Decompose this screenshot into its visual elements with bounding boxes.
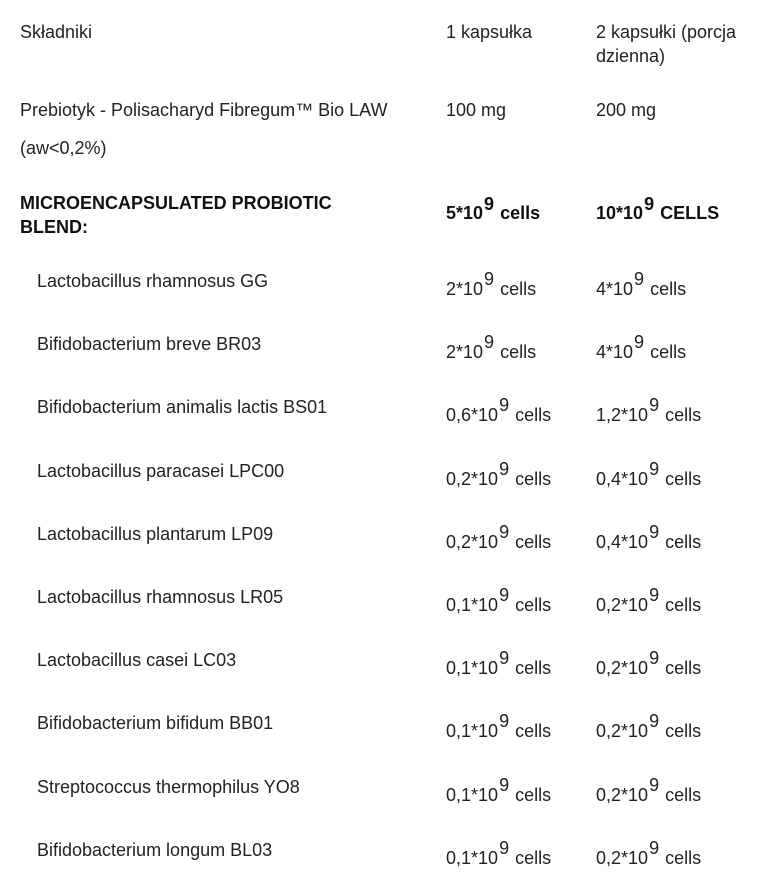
- strain-dose-2-exponent: 9: [649, 711, 660, 731]
- strain-dose-1: [446, 838, 586, 870]
- strain-dose-1-mantissa: 2*10: [446, 342, 484, 362]
- strain-dose-2-exponent: 9: [649, 585, 660, 605]
- strain-dose-1: [446, 585, 586, 617]
- strain-dose-2-unit: cells: [665, 595, 702, 615]
- strain-dose-2-exponent: 9: [649, 522, 660, 542]
- strain-dose-2-exponent: 9: [649, 459, 660, 479]
- strain-dose-2: [596, 775, 756, 807]
- strain-dose-1-mantissa: 0,1*10: [446, 848, 499, 868]
- blend-dose-1-mantissa: 5*10: [446, 203, 484, 223]
- strain-dose-2: [596, 269, 756, 301]
- strain-dose-1-unit: cells: [515, 595, 552, 615]
- strain-dose-1-unit: cells: [515, 658, 552, 678]
- strain-dose-2-mantissa: 0,2*10: [596, 785, 649, 805]
- strain-dose-1: [446, 711, 586, 743]
- strain-dose-1-unit: cells: [515, 532, 552, 552]
- strain-name: Bifidobacterium breve BR03: [37, 334, 262, 354]
- strain-dose-1-mantissa: 0,2*10: [446, 532, 499, 552]
- strain-dose-2-unit: cells: [665, 405, 702, 425]
- strain-dose-1: [446, 775, 586, 807]
- strain-dose-1-mantissa: 2*10: [446, 279, 484, 299]
- strain-dose-2-exponent: 9: [634, 269, 645, 289]
- strain-name: Bifidobacterium bifidum BB01: [37, 713, 274, 733]
- strain-dose-2-mantissa: 4*10: [596, 342, 634, 362]
- strain-dose-2: [596, 648, 756, 680]
- strain-dose-1-unit: cells: [515, 405, 552, 425]
- prebiotic-name-line1: Prebiotyk - Polisacharyd Fibregum™ Bio LAW: [20, 100, 388, 120]
- strain-dose-2-unit: cells: [650, 279, 687, 299]
- blend-dose-2-unit: CELLS: [660, 203, 720, 223]
- strain-dose-1-mantissa: 0,1*10: [446, 658, 499, 678]
- strain-dose-1-unit: cells: [515, 785, 552, 805]
- strain-name: Lactobacillus plantarum LP09: [37, 524, 274, 544]
- strain-dose-2-exponent: 9: [649, 838, 660, 858]
- strain-dose-1-exponent: 9: [484, 269, 495, 289]
- strain-dose-2-mantissa: 0,2*10: [596, 721, 649, 741]
- strain-dose-2-exponent: 9: [634, 332, 645, 352]
- strain-name: Lactobacillus paracasei LPC00: [37, 461, 285, 481]
- blend-name: MICROENCAPSULATED PROBIOTIC BLEND:: [20, 193, 332, 237]
- blend-dose-1-exponent: 9: [484, 194, 495, 214]
- strain-dose-1-exponent: 9: [499, 395, 510, 415]
- strain-dose-1: [446, 332, 586, 364]
- prebiotic-name: [20, 98, 440, 160]
- strain-dose-2: [596, 711, 756, 743]
- strain-dose-2-mantissa: 4*10: [596, 279, 634, 299]
- blend-dose-1: [446, 194, 586, 225]
- strain-dose-2-unit: cells: [665, 848, 702, 868]
- prebiotic-name-line2: (aw<0,2%): [20, 138, 107, 158]
- strain-dose-2: [596, 585, 756, 617]
- strain-dose-1-mantissa: 0,2*10: [446, 469, 499, 489]
- strain-dose-2-exponent: 9: [649, 395, 660, 415]
- strain-dose-1-exponent: 9: [499, 838, 510, 858]
- strain-dose-2-unit: cells: [665, 785, 702, 805]
- strain-dose-2-unit: cells: [665, 721, 702, 741]
- strain-dose-2: [596, 522, 756, 554]
- strain-dose-1-exponent: 9: [484, 332, 495, 352]
- strain-dose-1-exponent: 9: [499, 648, 510, 668]
- strain-dose-1-mantissa: 0,6*10: [446, 405, 499, 425]
- strain-dose-1-exponent: 9: [499, 522, 510, 542]
- strain-dose-2-mantissa: 1,2*10: [596, 405, 649, 425]
- strain-dose-1-unit: cells: [515, 848, 552, 868]
- strain-dose-2-mantissa: 0,2*10: [596, 595, 649, 615]
- strain-dose-2-exponent: 9: [649, 648, 660, 668]
- strain-dose-2: [596, 838, 756, 870]
- strain-dose-2-mantissa: 0,4*10: [596, 532, 649, 552]
- strain-dose-1-mantissa: 0,1*10: [446, 785, 499, 805]
- blend-dose-2-mantissa: 10*10: [596, 203, 644, 223]
- strain-dose-2: [596, 459, 756, 491]
- strain-dose-1-exponent: 9: [499, 585, 510, 605]
- strain-name: Lactobacillus rhamnosus GG: [37, 271, 269, 291]
- strain-dose-2-unit: cells: [650, 342, 687, 362]
- strain-dose-1-mantissa: 0,1*10: [446, 595, 499, 615]
- strain-dose-2-unit: cells: [665, 469, 702, 489]
- strain-dose-1-unit: cells: [515, 469, 552, 489]
- blend-dose-2-exponent: 9: [644, 194, 655, 214]
- strain-name: Bifidobacterium longum BL03: [37, 840, 273, 860]
- strain-dose-1: [446, 395, 586, 427]
- strain-dose-2-mantissa: 0,2*10: [596, 658, 649, 678]
- strain-dose-2-mantissa: 0,2*10: [596, 848, 649, 868]
- strain-dose-1-unit: cells: [500, 342, 537, 362]
- strain-dose-1-exponent: 9: [499, 459, 510, 479]
- strain-dose-1-mantissa: 0,1*10: [446, 721, 499, 741]
- prebiotic-dose-2: 200 mg: [596, 100, 657, 120]
- strain-name: Bifidobacterium animalis lactis BS01: [37, 397, 328, 417]
- strain-dose-1-exponent: 9: [499, 711, 510, 731]
- strain-dose-1: [446, 459, 586, 491]
- blend-dose-2: [596, 194, 756, 225]
- strain-dose-1-unit: cells: [515, 721, 552, 741]
- strain-dose-2: [596, 395, 756, 427]
- strain-dose-2-unit: cells: [665, 658, 702, 678]
- strain-name: Streptococcus thermophilus YO8: [37, 777, 300, 797]
- prebiotic-dose-1: 100 mg: [446, 100, 507, 120]
- header-two-capsules: 2 kapsułki (porcja dzienna): [596, 22, 737, 66]
- strain-dose-2-unit: cells: [665, 532, 702, 552]
- strain-dose-2-exponent: 9: [649, 775, 660, 795]
- strain-dose-2-mantissa: 0,4*10: [596, 469, 649, 489]
- strain-dose-2: [596, 332, 756, 364]
- strain-name: Lactobacillus rhamnosus LR05: [37, 587, 284, 607]
- header-ingredients: Składniki: [20, 22, 93, 42]
- strain-dose-1-unit: cells: [500, 279, 537, 299]
- strain-dose-1: [446, 648, 586, 680]
- strain-dose-1-exponent: 9: [499, 775, 510, 795]
- header-one-capsule: 1 kapsułka: [446, 22, 533, 42]
- strain-dose-1: [446, 269, 586, 301]
- blend-dose-1-unit: cells: [500, 203, 541, 223]
- strain-dose-1: [446, 522, 586, 554]
- strain-name: Lactobacillus casei LC03: [37, 650, 237, 670]
